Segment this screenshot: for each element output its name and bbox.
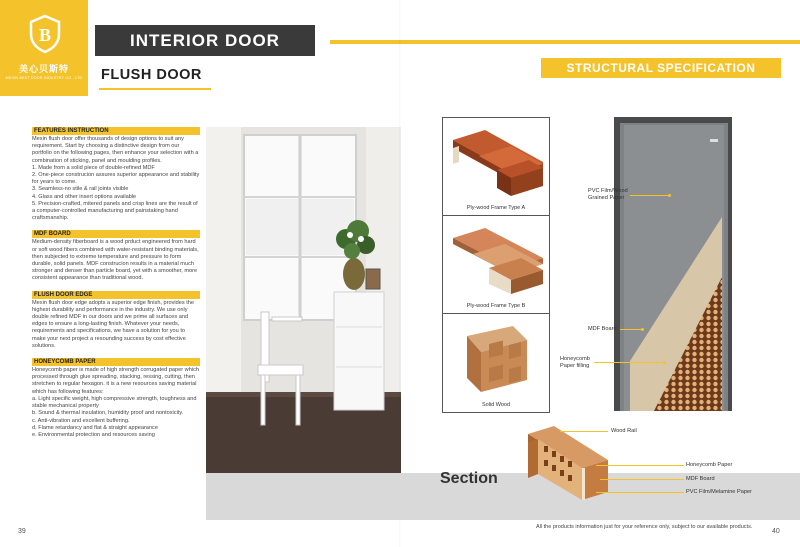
right-page-number: 40 (772, 528, 780, 535)
honeycomb-paper-label: Honeycomb Paper (686, 462, 733, 468)
honeycomb-leader-line (594, 362, 664, 363)
mdf-body: Medium-density fiberboard is a wood prduct engineered from hard or soft wood fibers combined with water-resistant binding materials, then subjected to extreme temperature and pressure to form durable, solid panels. MDF construcion results in a material much stronger and denser than particle board, yet with a smoother, more consistent appearance than traditional wood. (32, 239, 199, 282)
honeycomb-body: Honeycomb paper is made of high strength corrugated paper which processed through glue spreading, stacking, ressing, cutting, then stretchen to regular hexagon. it is a new resources saving material which has following features: a. Light specific weight, high compressive strength, toughness and stable mechanical property b. Sound & thermal insulation, humidity proof and nontoxicity. c. Anti-vibration and excellent buffering. d. Flame retardancy and flat & straight appearance e. Environmental protection and resources saving (32, 367, 199, 438)
brand-logo (0, 0, 88, 96)
features-section (32, 127, 200, 222)
door-cross-section-image (524, 424, 610, 500)
shield-b-logo-icon (28, 14, 62, 54)
mdf-leader-dot (641, 328, 644, 331)
solid-wood-caption: Solid Wood (481, 402, 511, 408)
text-column (32, 127, 200, 447)
spec-title: STRUCTURAL SPECIFICATION (541, 58, 781, 78)
features-heading: FEATURES INSTRUCTION (32, 127, 200, 135)
edge-section (32, 291, 200, 350)
solid-wood-image (457, 322, 537, 394)
honeycomb-section (32, 358, 200, 439)
wood-rail-leader-line (560, 431, 608, 432)
mdf-section (32, 230, 200, 282)
honeycomb-label: Honeycomb Paper filling (560, 356, 590, 369)
pvc-section-label: PVC Film/Melamine Paper (686, 489, 752, 495)
page-subtitle: FLUSH DOOR (101, 67, 202, 83)
disclaimer-text: All the products information just for your reference only, subject to our available products. (536, 524, 753, 530)
brand-name-en: MEXIN BEST DOOR INDUSTRY CO., LTD (5, 76, 83, 80)
honeycomb-paper-leader-line (596, 465, 684, 466)
frame-type-a-caption: Ply-wood Frame Type A (466, 205, 526, 211)
brand-name-cn: 美心贝斯特 (18, 64, 69, 74)
interior-photo (206, 127, 401, 473)
frame-type-a (443, 118, 549, 216)
frame-type-b-caption: Ply-wood Frame Type B (466, 303, 526, 309)
left-page-number: 39 (18, 528, 26, 535)
mdf-section-label: MDF Board (686, 476, 715, 482)
frame-type-a-image (449, 126, 545, 198)
frame-type-b (443, 216, 549, 314)
mdf-section-leader-line (600, 479, 684, 480)
mdf-heading: MDF BOARD (32, 230, 200, 238)
door-structure-image (614, 117, 732, 411)
pvc-leader-dot (668, 194, 671, 197)
frame-type-b-image (449, 226, 545, 296)
solid-wood (443, 314, 549, 412)
section-title: Section (440, 470, 498, 487)
features-body: Mexin flush door offer thousands of design options to suit any requirement. Start by choosing a distinctive design from our portfolio on the following pages, then enhance your selection with a combination of sticking, panel and moulding profiles. 1. Made from a solid piece of double-refined MDF 2. One-piece construcion assures superior appearance and stability for years to come. 3. Seamless-no stile & rail joints visible 4. Glass and other insert options available 5. Precision-crafted, mitered panels and crisp lines are the result of a computer-controlled manufacturing and painstaking hand craftsmanship. (32, 136, 200, 222)
page-title: INTERIOR DOOR (95, 25, 315, 56)
svg-text:B: B (38, 25, 52, 45)
wood-rail-label: Wood Rail (611, 428, 637, 434)
subtitle-rule (99, 88, 211, 90)
pvc-section-leader-line (596, 492, 684, 493)
mdf-leader-line (620, 329, 642, 330)
page-spine-shadow (399, 0, 401, 547)
honeycomb-heading: HONEYCOMB PAPER (32, 358, 200, 366)
edge-heading: FLUSH DOOR EDGE (32, 291, 200, 299)
edge-body: Mexin flush door edge adopts a superior edge finish, provides the highest durability and performance in the industry. We use only double refined MDF in our doors and we prime all surfaces and edges to ensure a long-lasting finish. Whatever your needs, requirements and specifications, we have a solution for you to make your next project a resounding success by cost effective solutions. (32, 299, 195, 349)
pvc-leader-line (630, 195, 670, 196)
frame-types-panel (442, 117, 550, 413)
pvc-film-label: PVC Film/Wood Grained Paper (588, 188, 628, 201)
mdf-board-label: MDF Board (588, 326, 617, 332)
honeycomb-leader-dot (663, 361, 666, 364)
